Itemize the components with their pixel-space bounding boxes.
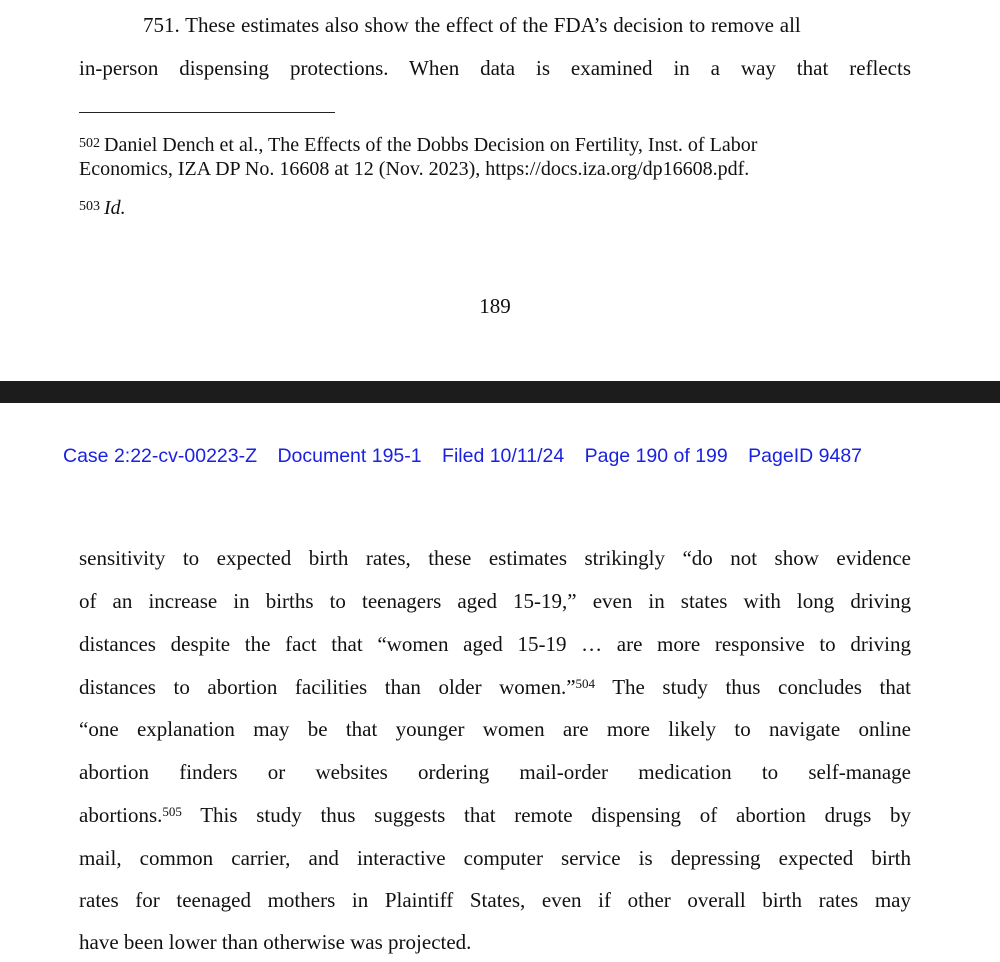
body-line-4-text: distances to abortion facilities than older women.”	[79, 675, 576, 699]
body-line-7-text: abortions.	[79, 803, 163, 827]
body-line-8: mail, common carrier, and interactive computer service is depressing expected birth	[79, 846, 911, 870]
footnote-ref-505: 505	[162, 804, 182, 819]
body-line-1: sensitivity to expected birth rates, these estimates strikingly “do not show evidence	[79, 546, 911, 570]
body-line-4	[79, 674, 911, 700]
body-line-10: have been lower than otherwise was projected.	[79, 930, 472, 954]
footnote-502-line-1	[79, 131, 757, 158]
case-header	[63, 444, 862, 468]
page-number: 189	[479, 294, 511, 318]
filed-date: Filed 10/11/24	[442, 445, 565, 467]
body-line-4-after: The study thus concludes that	[595, 675, 911, 699]
page-break-bar	[0, 381, 1000, 403]
previous-page	[0, 0, 1000, 381]
document-number: Document 195-1	[277, 445, 422, 467]
footnote-502-number: 502	[79, 136, 100, 151]
body-line-6: abortion finders or websites ordering mail-order medication to self-manage	[79, 760, 911, 784]
page-of-total: Page 190 of 199	[584, 445, 728, 467]
case-number: Case 2:22-cv-00223-Z	[63, 445, 258, 467]
body-line-7-after: This study thus suggests that remote dispensing of abortion drugs by	[181, 803, 911, 827]
paragraph-751-line-2: in-person dispensing protections. When data is examined in a way that reflects	[79, 56, 911, 80]
body-line-9: rates for teenaged mothers in Plaintiff States, even if other overall birth rates may	[79, 888, 911, 912]
body-line-2: of an increase in births to teenagers aged 15-19,” even in states with long driving	[79, 589, 911, 613]
footnote-ref-504: 504	[575, 676, 596, 691]
footnote-divider	[79, 112, 335, 113]
footnote-502-line-2: Economics, IZA DP No. 16608 at 12 (Nov. 2023), https://docs.iza.org/dp16608.pdf.	[79, 158, 750, 180]
body-line-3: distances despite the fact that “women aged 15-19 … are more responsive to driving	[79, 632, 911, 656]
body-line-5: “one explanation may be that younger women are more likely to navigate online	[79, 717, 911, 741]
page-id: PageID 9487	[748, 445, 863, 467]
body-line-7	[79, 802, 911, 828]
footnote-502-text-1: Daniel Dench et al., The Effects of the Dobbs Decision on Fertility, Inst. of Labor	[104, 134, 758, 156]
footnote-503	[79, 194, 126, 221]
footnote-503-text: Id.	[104, 197, 126, 219]
footnote-503-number: 503	[79, 199, 100, 214]
paragraph-751-line-1: 751. These estimates also show the effect of the FDA’s decision to remove all	[143, 13, 801, 37]
